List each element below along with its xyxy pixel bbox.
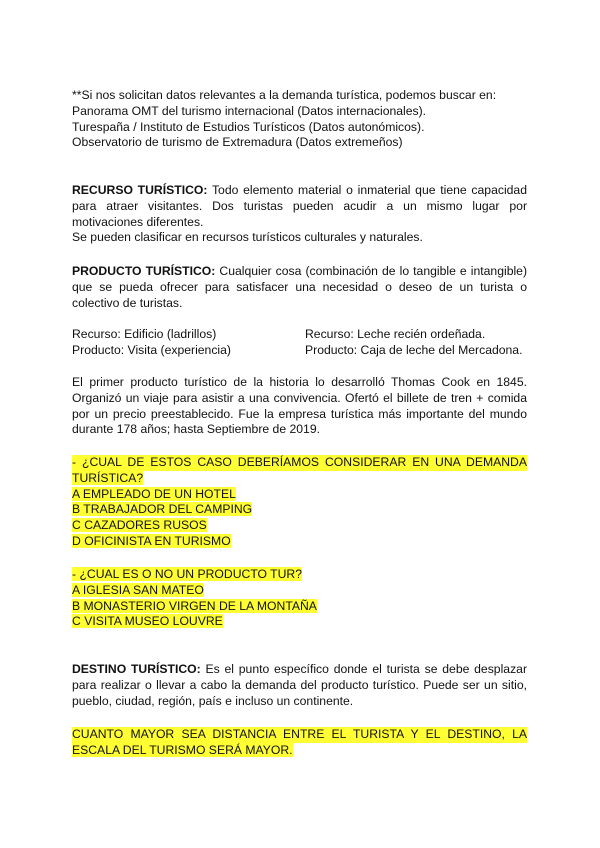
option-b: B MONASTERIO VIRGEN DE LA MONTAÑA <box>72 598 317 613</box>
intro-line: **Si nos solicitan datos relevantes a la demanda turística, podemos buscar en: <box>72 88 497 102</box>
conclusion-text-cont: ESCALA DEL TURISMO SERÁ MAYOR. <box>72 742 293 757</box>
producto-definition: Cualquier cosa (combinación de lo tangible e intangible) que se pueda ofrecer para satisfacer una necesidad o deseo de un turista o colectivo de turistas. <box>72 264 528 310</box>
destino-definition: Es el punto específico donde el turista se debe desplazar para realizar o llevar a cabo la demanda del producto turístico. Puede ser un sitio, pueblo, ciudad, región, país e incluso un continente. <box>72 662 527 708</box>
option-a: A EMPLEADO DE UN HOTEL <box>72 486 236 501</box>
history-paragraph: El primer producto turístico de la historia lo desarrolló Thomas Cook en 1845. Organizó un viaje para asistir a una convivencia. Ofertó el billete de tren + comida por un precio preestablecido. Fue la empresa turística más importante del mundo durante 178 años; hasta Septiembre de 2019. <box>72 375 527 437</box>
option-c: C CAZADORES RUSOS <box>72 518 207 533</box>
examples-section <box>72 327 527 359</box>
examples-row <box>72 343 527 359</box>
destino-paragraph <box>72 662 527 709</box>
example-product-2: Producto: Caja de leche del Mercadona. <box>305 342 523 357</box>
destino-term: DESTINO TURÍSTICO: <box>72 662 201 676</box>
producto-section <box>72 264 527 311</box>
example-product-1: Producto: Visita (experiencia) <box>72 342 231 357</box>
producto-paragraph <box>72 264 527 311</box>
example-resource-2: Recurso: Leche recién ordeñada. <box>305 327 486 341</box>
question-1-text: - ¿CUAL DE ESTOS CASO DEBERÍAMOS CONSIDERAR EN UNA DEMANDA <box>72 455 527 469</box>
intro-line: Turespaña / Instituto de Estudios Turísticos (Datos autonómicos). <box>72 119 425 134</box>
question-2 <box>72 567 527 630</box>
recurso-definition: Todo elemento material o inmaterial que tiene capacidad para atraer visitantes. Dos turistas pueden acudir a un mismo lugar por motivaciones diferentes. <box>72 183 527 229</box>
conclusion-section <box>72 727 527 759</box>
option-a: A IGLESIA SAN MATEO <box>72 582 204 597</box>
recurso-term: RECURSO TURÍSTICO: <box>72 183 208 197</box>
option-b: B TRABAJADOR DEL CAMPING <box>72 502 253 517</box>
recurso-section <box>72 183 527 246</box>
intro-section <box>72 88 527 151</box>
history-section <box>72 375 527 438</box>
option-d: D OFICINISTA EN TURISMO <box>72 533 231 548</box>
question-2-text: - ¿CUAL ES O NO UN PRODUCTO TUR? <box>72 567 303 581</box>
example-resource-1: Recurso: Edificio (ladrillos) <box>72 327 217 341</box>
conclusion-text: CUANTO MAYOR SEA DISTANCIA ENTRE EL TURISTA Y EL DESTINO, LA <box>72 727 527 741</box>
producto-term: PRODUCTO TURÍSTICO: <box>72 264 216 278</box>
recurso-note: Se pueden clasificar en recursos turísticos culturales y naturales. <box>72 230 423 245</box>
question-1 <box>72 455 527 550</box>
question-1-text-cont: TURÍSTICA? <box>72 470 144 485</box>
examples-row <box>72 327 527 343</box>
intro-line: Observatorio de turismo de Extremadura (Datos extremeños) <box>72 135 403 150</box>
intro-line: Panorama OMT del turismo internacional (Datos internacionales). <box>72 103 427 118</box>
option-c: C VISITA MUSEO LOUVRE <box>72 614 223 629</box>
destino-section <box>72 662 527 709</box>
recurso-paragraph <box>72 183 527 230</box>
